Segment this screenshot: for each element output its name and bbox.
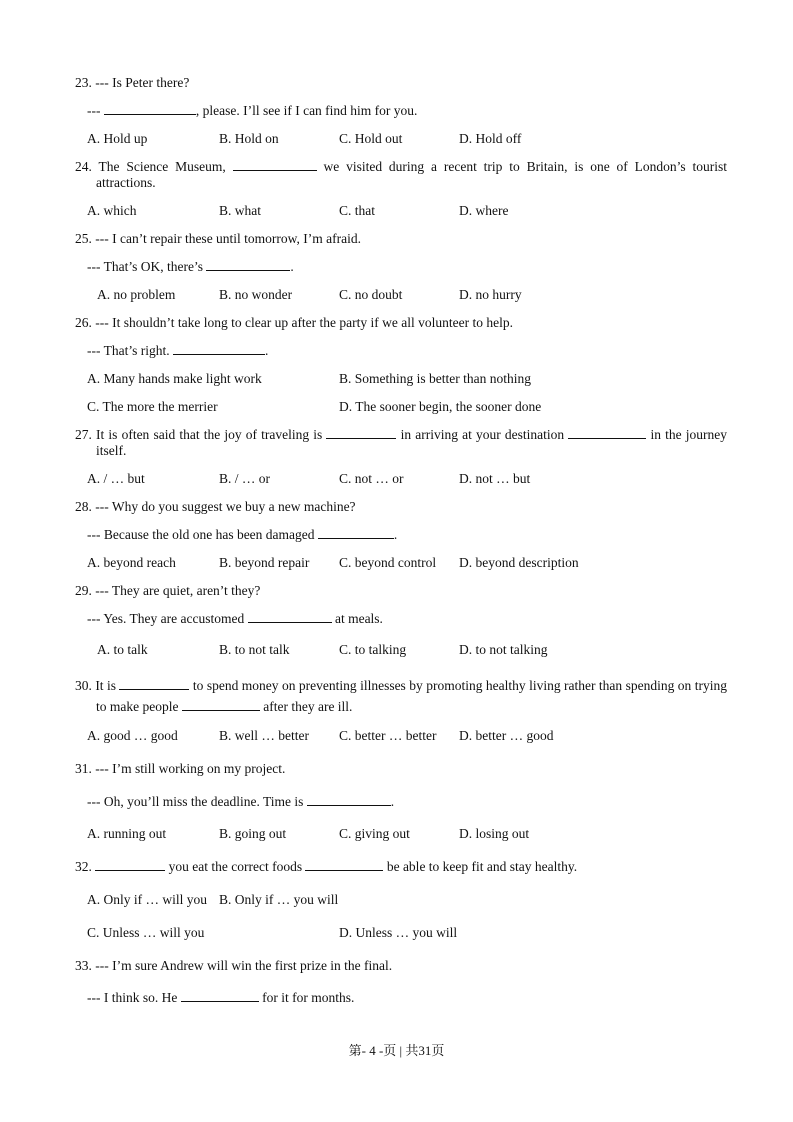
q23-option-b: B. Hold on — [219, 131, 279, 146]
q33-reply — [87, 990, 354, 1006]
q28-reply — [87, 527, 397, 543]
q32-option-c: C. Unless … will you — [87, 925, 205, 940]
q31-option-c: C. giving out — [339, 826, 410, 841]
q24-stem — [75, 159, 727, 191]
q28-option-b: B. beyond repair — [219, 555, 310, 570]
q26-option-a: A. Many hands make light work — [87, 371, 262, 386]
q25-reply-a: --- That’s OK, there’s — [87, 259, 207, 274]
q31-option-b: B. going out — [219, 826, 287, 841]
answer-blank — [206, 259, 290, 271]
q23-option-d: D. Hold off — [459, 131, 522, 146]
q24-option-d: D. where — [459, 203, 509, 218]
q26-option-c: C. The more the merrier — [87, 399, 218, 414]
q26-reply-b: . — [264, 343, 269, 358]
q29-reply-b: at meals. — [331, 611, 383, 626]
q29-stem: 29. --- They are quiet, aren’t they? — [75, 583, 261, 598]
q30-stem — [75, 675, 727, 717]
q31-reply — [87, 794, 394, 810]
q25-option-d: D. no hurry — [459, 287, 522, 302]
q28-stem: 28. --- Why do you suggest we buy a new machine? — [75, 499, 356, 514]
q27-stem-a: 27. It is often said that the joy of traveling is — [75, 427, 327, 442]
q25-reply — [87, 259, 294, 275]
q28-option-a: A. beyond reach — [87, 555, 176, 570]
q23-stem: 23. --- Is Peter there? — [75, 75, 190, 90]
answer-blank — [248, 611, 332, 623]
q23-reply-b: , please. I’ll see if I can find him for you. — [195, 103, 418, 118]
answer-blank — [318, 527, 394, 539]
q32-stem — [75, 859, 577, 875]
q31-reply-b: . — [390, 794, 395, 809]
q32-option-d: D. Unless … you will — [339, 925, 458, 940]
q27-stem-b: in arriving at your destination — [396, 427, 569, 442]
q24-option-a: A. which — [87, 203, 137, 218]
q28-reply-a: --- Because the old one has been damaged — [87, 527, 318, 542]
q30-option-b: B. well … better — [219, 728, 309, 743]
q24-option-b: B. what — [219, 203, 261, 218]
q32-stem-b: you eat the correct foods — [165, 859, 306, 874]
q32-option-a: A. Only if … will you — [87, 892, 207, 907]
q25-stem: 25. --- I can’t repair these until tomorrow, I’m afraid. — [75, 231, 362, 246]
answer-blank — [104, 103, 196, 115]
q26-option-d: D. The sooner begin, the sooner done — [339, 399, 542, 414]
q23-reply-a: --- — [87, 103, 104, 118]
q24-stem-b: we visited during a recent trip to Britain, is one of London’s tourist attractions. — [96, 159, 727, 190]
q27-option-d: D. not … but — [459, 471, 531, 486]
page-footer: 第- 4 -页 | 共31页 — [348, 1043, 445, 1058]
answer-blank — [307, 794, 391, 806]
q33-stem: 33. --- I’m sure Andrew will win the first prize in the final. — [75, 958, 393, 973]
q26-stem: 26. --- It shouldn’t take long to clear up after the party if we all volunteer to help. — [75, 315, 513, 330]
answer-blank — [326, 427, 396, 439]
q26-option-b: B. Something is better than nothing — [339, 371, 531, 386]
q27-stem — [75, 427, 727, 459]
q27-option-b: B. / … or — [219, 471, 271, 486]
q30-option-d: D. better … good — [459, 728, 554, 743]
q25-option-c: C. no doubt — [339, 287, 403, 302]
q26-reply — [87, 343, 268, 359]
q30-stem-a: 30. It is — [75, 678, 120, 693]
answer-blank — [305, 859, 383, 871]
q29-option-b: B. to not talk — [219, 642, 290, 657]
q29-option-c: C. to talking — [339, 642, 407, 657]
q28-reply-b: . — [393, 527, 398, 542]
q30-option-a: A. good … good — [87, 728, 178, 743]
q23-option-c: C. Hold out — [339, 131, 403, 146]
answer-blank — [95, 859, 165, 871]
q27-option-c: C. not … or — [339, 471, 404, 486]
q33-reply-b: for it for months. — [258, 990, 355, 1005]
q24-option-c: C. that — [339, 203, 375, 218]
q28-option-d: D. beyond description — [459, 555, 579, 570]
q29-reply-a: --- Yes. They are accustomed — [87, 611, 248, 626]
q30-option-c: C. better … better — [339, 728, 437, 743]
answer-blank — [119, 678, 189, 690]
q25-option-b: B. no wonder — [219, 287, 293, 302]
q29-reply — [87, 611, 383, 627]
q26-reply-a: --- That’s right. — [87, 343, 173, 358]
q32-stem-c: be able to keep fit and stay healthy. — [383, 859, 578, 874]
answer-blank — [182, 699, 260, 711]
answer-blank — [233, 159, 317, 171]
q31-reply-a: --- Oh, you’ll miss the deadline. Time is — [87, 794, 307, 809]
q27-stem-c: in the journey itself. — [96, 427, 727, 458]
q30-stem-b: to spend money on preventing illnesses by promoting healthy living rather than spending on trying to make people — [96, 678, 727, 714]
q27-option-a: A. / … but — [87, 471, 145, 486]
q31-option-a: A. running out — [87, 826, 167, 841]
q31-stem: 31. --- I’m still working on my project. — [75, 761, 286, 776]
q23-reply — [87, 103, 417, 119]
answer-blank — [173, 343, 265, 355]
q25-reply-b: . — [290, 259, 294, 274]
q25-option-a: A. no problem — [97, 287, 176, 302]
q24-stem-a: 24. The Science Museum, — [75, 159, 233, 174]
q28-option-c: C. beyond control — [339, 555, 437, 570]
q29-option-a: A. to talk — [97, 642, 148, 657]
q30-stem-c: after they are ill. — [259, 699, 353, 714]
answer-blank — [181, 990, 259, 1002]
q23-option-a: A. Hold up — [87, 131, 148, 146]
q32-option-b: B. Only if … you will — [219, 892, 339, 907]
q32-stem-a: 32. — [75, 859, 96, 874]
answer-blank — [568, 427, 646, 439]
q33-reply-a: --- I think so. He — [87, 990, 181, 1005]
q29-option-d: D. to not talking — [459, 642, 548, 657]
q31-option-d: D. losing out — [459, 826, 530, 841]
